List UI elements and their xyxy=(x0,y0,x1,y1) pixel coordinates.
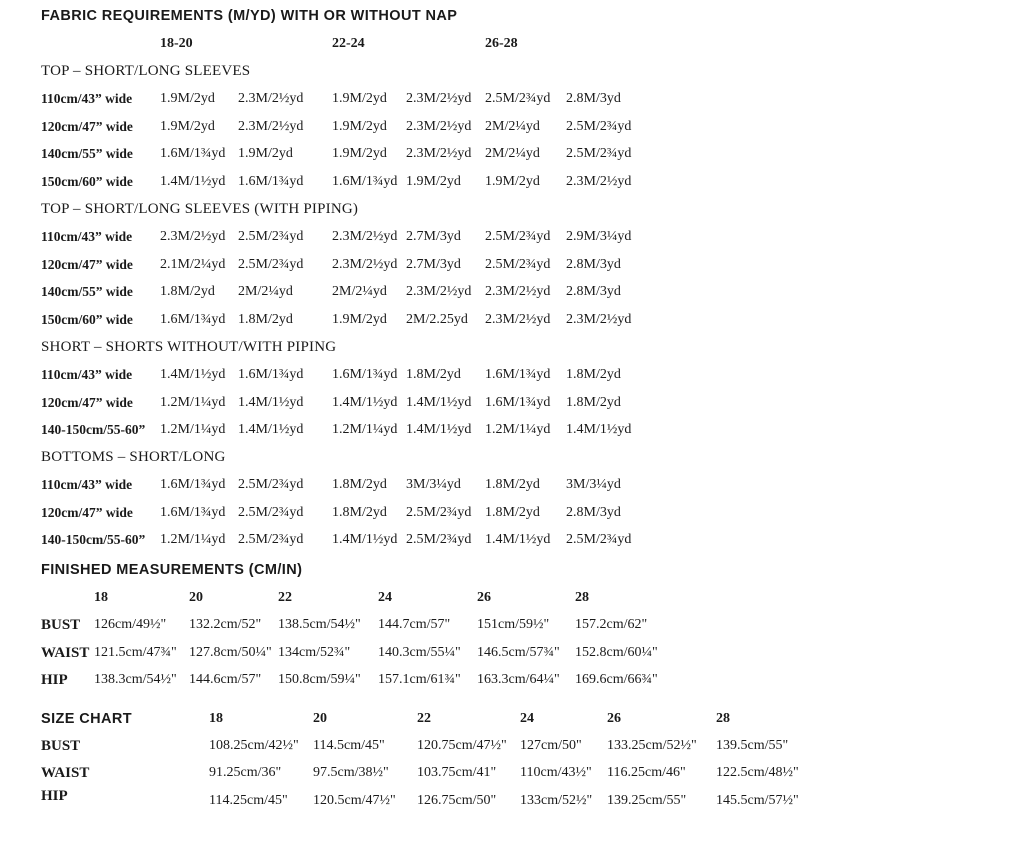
fabric-width-label: 120cm/47” wide xyxy=(41,118,133,134)
fabric-width-label: 140cm/55” wide xyxy=(41,146,133,162)
fabric-amount-cell: 1.4M/1½yd xyxy=(485,532,551,548)
fabric-amount-cell: 2M/2.25yd xyxy=(406,311,468,327)
size-chart-size-header: 26 xyxy=(607,711,621,726)
fabric-width-label: 150cm/60” wide xyxy=(41,173,133,189)
fabric-amount-cell: 2.3M/2½yd xyxy=(566,311,632,327)
fabric-amount-cell: 1.2M/1¼yd xyxy=(160,532,226,548)
fabric-width-label: 110cm/43” wide xyxy=(41,477,133,492)
fabric-amount-cell: 2.9M/3¼yd xyxy=(566,229,632,244)
fabric-amount-cell: 2.7M/3yd xyxy=(406,229,461,244)
finished-size-header: 22 xyxy=(278,590,292,605)
fabric-amount-cell: 2.3M/2½yd xyxy=(332,256,398,272)
finished-measure-cell: 144.6cm/57" xyxy=(189,672,262,687)
fabric-amount-cell: 1.6M/1¾yd xyxy=(332,367,398,382)
size-chart-size-header: 20 xyxy=(313,711,327,726)
finished-size-header: 26 xyxy=(477,590,491,605)
size-chart-cell: 108.25cm/42½" xyxy=(209,738,299,753)
size-chart-cell: 122.5cm/48½" xyxy=(716,765,799,780)
fabric-width-label: 110cm/43” wide xyxy=(41,91,133,106)
fabric-amount-cell: 1.6M/1¾yd xyxy=(238,367,304,382)
size-chart-measure-label: WAIST xyxy=(41,765,90,781)
fabric-amount-cell: 2.5M/2¾yd xyxy=(406,532,472,548)
fabric-amount-cell: 1.8M/2yd xyxy=(566,394,621,410)
finished-size-header: 28 xyxy=(575,590,589,605)
finished-size-header: 18 xyxy=(94,590,108,605)
fabric-amount-cell: 2.3M/2½yd xyxy=(406,91,472,106)
size-chart-cell: 133cm/52½" xyxy=(520,793,593,808)
fabric-amount-cell: 1.8M/2yd xyxy=(485,504,540,520)
fabric-amount-cell: 1.2M/1¼yd xyxy=(332,422,398,438)
fabric-amount-cell: 1.4M/1½yd xyxy=(332,394,398,410)
fabric-amount-cell: 1.4M/1½yd xyxy=(406,394,472,410)
size-chart-cell: 114.5cm/45" xyxy=(313,738,385,753)
size-chart-cell: 110cm/43½" xyxy=(520,765,592,780)
size-chart-title: SIZE CHART xyxy=(41,711,132,727)
fabric-amount-cell: 2.5M/2¾yd xyxy=(238,256,304,272)
fabric-amount-cell: 2.5M/2¾yd xyxy=(566,118,632,134)
size-chart-cell: 103.75cm/41" xyxy=(417,765,497,780)
size-chart-measure-label: BUST xyxy=(41,738,81,754)
finished-measure-cell: 126cm/49½" xyxy=(94,617,167,632)
fabric-width-label: 110cm/43” wide xyxy=(41,229,133,244)
fabric-amount-cell: 1.6M/1¾yd xyxy=(160,504,226,520)
fabric-amount-cell: 1.4M/1½yd xyxy=(160,367,226,382)
finished-measure-cell: 140.3cm/55¼" xyxy=(378,644,461,660)
fabric-width-label: 150cm/60” wide xyxy=(41,311,133,327)
fabric-amount-cell: 2M/2¼yd xyxy=(238,284,293,300)
finished-measure-cell: 121.5cm/47¾" xyxy=(94,644,177,660)
fabric-amount-cell: 1.9M/2yd xyxy=(160,118,215,134)
finished-measure-cell: 152.8cm/60¼" xyxy=(575,644,658,660)
finished-size-header: 20 xyxy=(189,590,203,605)
fabric-amount-cell: 1.8M/2yd xyxy=(332,477,387,492)
finished-measurements-title: FINISHED MEASUREMENTS (CM/IN) xyxy=(41,562,303,578)
fabric-amount-cell: 1.8M/2yd xyxy=(485,477,540,492)
fabric-width-label: 120cm/47” wide xyxy=(41,504,133,520)
fabric-requirements-title: FABRIC REQUIREMENTS (M/YD) WITH OR WITHOUT NAP xyxy=(41,8,458,24)
fabric-amount-cell: 1.9M/2yd xyxy=(238,146,293,162)
fabric-amount-cell: 1.2M/1¼yd xyxy=(160,394,226,410)
finished-measure-cell: 150.8cm/59¼" xyxy=(278,672,361,687)
finished-measure-cell: 146.5cm/57¾" xyxy=(477,644,560,660)
fabric-amount-cell: 1.9M/2yd xyxy=(160,91,215,106)
size-chart-cell: 145.5cm/57½" xyxy=(716,793,799,808)
size-chart-cell: 139.5cm/55" xyxy=(716,738,789,753)
finished-measure-cell: 127.8cm/50¼" xyxy=(189,644,272,660)
fabric-amount-cell: 1.8M/2yd xyxy=(566,367,621,382)
fabric-amount-cell: 1.4M/1½yd xyxy=(160,173,226,189)
fabric-amount-cell: 1.9M/2yd xyxy=(485,173,540,189)
fabric-width-label: 140-150cm/55-60” xyxy=(41,422,146,438)
size-chart-cell: 116.25cm/46" xyxy=(607,765,686,780)
size-chart-cell: 139.25cm/55" xyxy=(607,793,687,808)
fabric-amount-cell: 1.8M/2yd xyxy=(238,311,293,327)
size-chart-cell: 91.25cm/36" xyxy=(209,765,282,780)
fabric-amount-cell: 2.5M/2¾yd xyxy=(238,477,304,492)
fabric-amount-cell: 1.4M/1½yd xyxy=(566,422,632,438)
size-chart-size-header: 24 xyxy=(520,711,534,726)
fabric-amount-cell: 1.6M/1¾yd xyxy=(485,367,551,382)
fabric-width-label: 140cm/55” wide xyxy=(41,284,133,300)
fabric-amount-cell: 1.6M/1¾yd xyxy=(160,477,226,492)
fabric-amount-cell: 1.4M/1½yd xyxy=(332,532,398,548)
fabric-amount-cell: 2.3M/2½yd xyxy=(406,146,472,162)
fabric-amount-cell: 1.9M/2yd xyxy=(332,91,387,106)
fabric-section-title: TOP – SHORT/LONG SLEEVES xyxy=(41,63,251,79)
fabric-amount-cell: 2.5M/2¾yd xyxy=(566,532,632,548)
fabric-amount-cell: 1.9M/2yd xyxy=(332,146,387,162)
fabric-size-header: 22-24 xyxy=(332,36,365,51)
fabric-amount-cell: 2.3M/2½yd xyxy=(485,311,551,327)
size-chart-measure-label: HIP xyxy=(41,788,68,804)
finished-measure-cell: 157.2cm/62" xyxy=(575,617,648,632)
fabric-size-header: 26-28 xyxy=(485,36,518,51)
fabric-amount-cell: 2.3M/2½yd xyxy=(485,284,551,300)
fabric-amount-cell: 1.6M/1¾yd xyxy=(160,311,226,327)
size-chart-cell: 97.5cm/38½" xyxy=(313,765,389,780)
fabric-amount-cell: 3M/3¼yd xyxy=(566,477,621,492)
fabric-amount-cell: 1.6M/1¾yd xyxy=(160,146,226,162)
fabric-amount-cell: 2.5M/2¾yd xyxy=(485,256,551,272)
fabric-amount-cell: 2.8M/3yd xyxy=(566,256,621,272)
fabric-amount-cell: 1.6M/1¾yd xyxy=(485,394,551,410)
fabric-amount-cell: 1.4M/1½yd xyxy=(406,422,472,438)
fabric-amount-cell: 1.2M/1¼yd xyxy=(160,422,226,438)
size-chart-cell: 126.75cm/50" xyxy=(417,793,497,808)
fabric-amount-cell: 2.8M/3yd xyxy=(566,504,621,520)
size-chart-size-header: 18 xyxy=(209,711,223,726)
fabric-amount-cell: 1.8M/2yd xyxy=(406,367,461,382)
fabric-width-label: 120cm/47” wide xyxy=(41,256,133,272)
fabric-amount-cell: 2.5M/2¾yd xyxy=(485,91,551,106)
fabric-amount-cell: 1.4M/1½yd xyxy=(238,422,304,438)
size-chart-cell: 114.25cm/45" xyxy=(209,793,288,808)
fabric-amount-cell: 2.3M/2½yd xyxy=(406,284,472,300)
finished-measure-cell: 163.3cm/64¼" xyxy=(477,672,560,687)
fabric-amount-cell: 3M/3¼yd xyxy=(406,477,461,492)
fabric-amount-cell: 2.1M/2¼yd xyxy=(160,256,226,272)
finished-measure-label: BUST xyxy=(41,617,81,633)
fabric-amount-cell: 2.3M/2½yd xyxy=(332,229,398,244)
fabric-amount-cell: 1.9M/2yd xyxy=(332,311,387,327)
finished-size-header: 24 xyxy=(378,590,392,605)
fabric-amount-cell: 1.6M/1¾yd xyxy=(238,173,304,189)
size-chart-size-header: 28 xyxy=(716,711,730,726)
finished-measure-cell: 134cm/52¾" xyxy=(278,644,351,660)
finished-measure-cell: 138.3cm/54½" xyxy=(94,672,177,687)
finished-measure-label: HIP xyxy=(41,672,68,688)
fabric-amount-cell: 2.3M/2½yd xyxy=(406,118,472,134)
fabric-amount-cell: 2M/2¼yd xyxy=(332,284,387,300)
size-chart-cell: 127cm/50" xyxy=(520,738,582,753)
fabric-amount-cell: 2.8M/3yd xyxy=(566,91,621,106)
fabric-amount-cell: 2.3M/2½yd xyxy=(566,173,632,189)
fabric-amount-cell: 1.2M/1¼yd xyxy=(485,422,551,438)
fabric-amount-cell: 2.5M/2¾yd xyxy=(238,532,304,548)
fabric-amount-cell: 2.5M/2¾yd xyxy=(238,504,304,520)
fabric-amount-cell: 2.5M/2¾yd xyxy=(238,229,304,244)
fabric-section-title: TOP – SHORT/LONG SLEEVES (WITH PIPING) xyxy=(41,201,359,217)
fabric-amount-cell: 2.7M/3yd xyxy=(406,256,461,272)
fabric-section-title: SHORT – SHORTS WITHOUT/WITH PIPING xyxy=(41,339,337,355)
size-chart-cell: 133.25cm/52½" xyxy=(607,738,697,753)
fabric-amount-cell: 1.9M/2yd xyxy=(406,173,461,189)
finished-measure-cell: 138.5cm/54½" xyxy=(278,617,361,632)
fabric-amount-cell: 1.9M/2yd xyxy=(332,118,387,134)
fabric-amount-cell: 2.3M/2½yd xyxy=(238,91,304,106)
fabric-amount-cell: 2.3M/2½yd xyxy=(160,229,226,244)
fabric-amount-cell: 2M/2¼yd xyxy=(485,146,540,162)
fabric-amount-cell: 2.5M/2¾yd xyxy=(566,146,632,162)
finished-measure-cell: 132.2cm/52" xyxy=(189,617,262,632)
finished-measure-cell: 169.6cm/66¾" xyxy=(575,672,658,687)
fabric-amount-cell: 2M/2¼yd xyxy=(485,118,540,134)
fabric-amount-cell: 2.8M/3yd xyxy=(566,284,621,300)
fabric-amount-cell: 1.8M/2yd xyxy=(332,504,387,520)
size-chart-cell: 120.5cm/47½" xyxy=(313,793,396,808)
fabric-amount-cell: 1.4M/1½yd xyxy=(238,394,304,410)
size-chart-cell: 120.75cm/47½" xyxy=(417,738,507,753)
finished-measure-label: WAIST xyxy=(41,644,90,661)
fabric-amount-cell: 2.5M/2¾yd xyxy=(406,504,472,520)
fabric-size-header: 18-20 xyxy=(160,36,193,51)
fabric-amount-cell: 1.6M/1¾yd xyxy=(332,173,398,189)
fabric-section-title: BOTTOMS – SHORT/LONG xyxy=(41,449,226,465)
fabric-width-label: 140-150cm/55-60” xyxy=(41,532,146,548)
finished-measure-cell: 144.7cm/57" xyxy=(378,617,451,632)
fabric-width-label: 110cm/43” wide xyxy=(41,367,133,382)
fabric-width-label: 120cm/47” wide xyxy=(41,394,133,410)
size-chart-size-header: 22 xyxy=(417,711,431,726)
fabric-amount-cell: 2.3M/2½yd xyxy=(238,118,304,134)
fabric-amount-cell: 1.8M/2yd xyxy=(160,284,215,300)
finished-measure-cell: 151cm/59½" xyxy=(477,617,550,632)
finished-measure-cell: 157.1cm/61¾" xyxy=(378,672,461,687)
fabric-amount-cell: 2.5M/2¾yd xyxy=(485,229,551,244)
